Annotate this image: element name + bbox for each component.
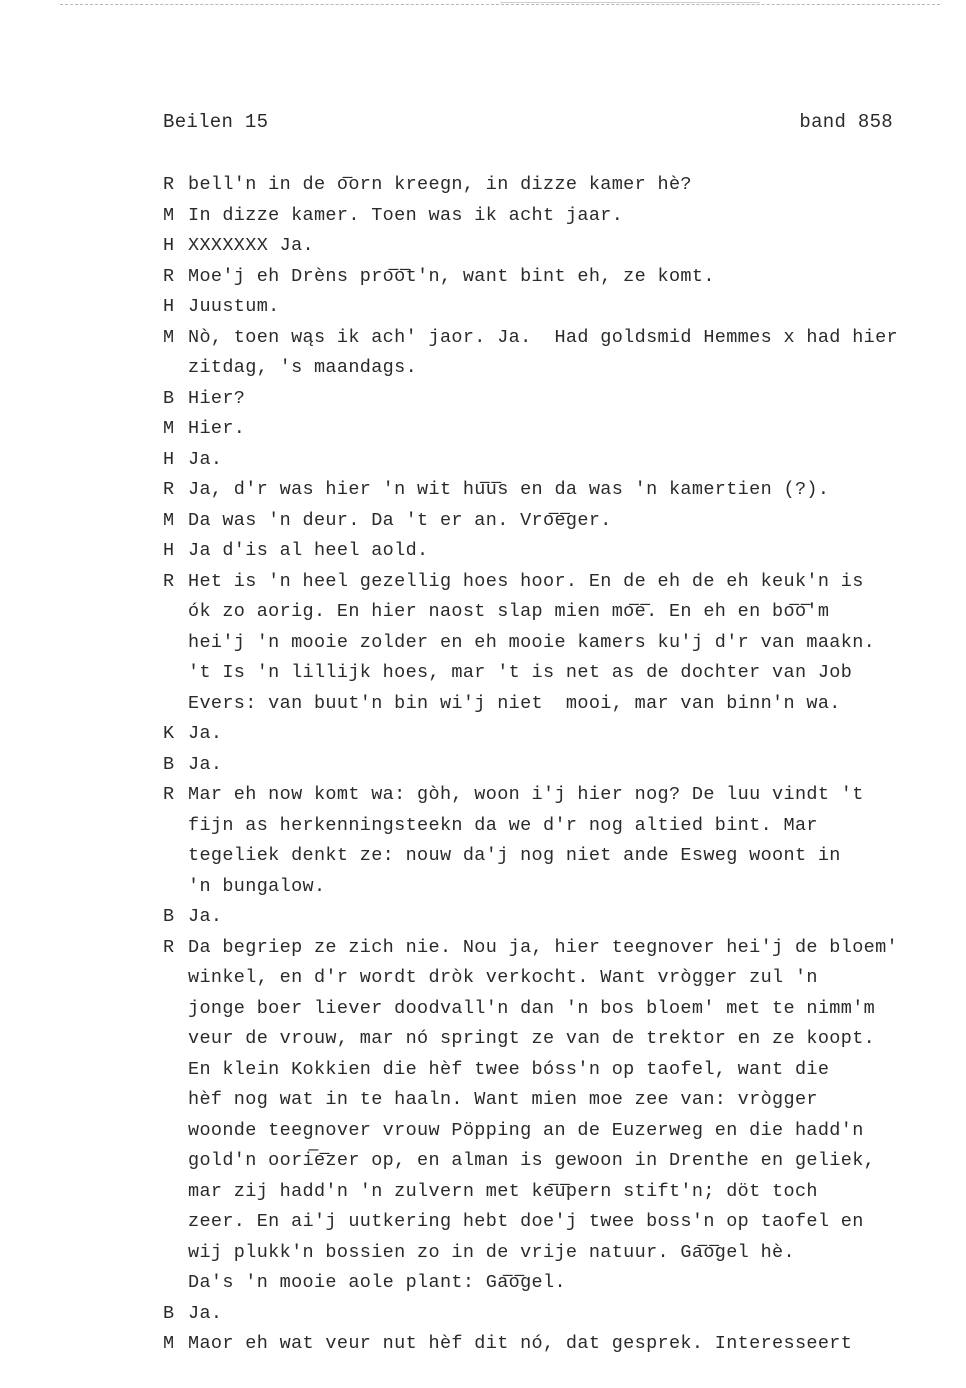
- utterance: [188, 475, 958, 506]
- speaker-label: R: [163, 936, 175, 958]
- utterance: [188, 1299, 958, 1330]
- utterance: [188, 933, 958, 1299]
- utterance-line: Ja.: [188, 1302, 223, 1324]
- utterance-line: In dizze kamer. Toen was ik acht jaar.: [188, 204, 624, 226]
- speaker-label: H: [163, 448, 175, 470]
- transcript: [163, 170, 958, 1360]
- speaker-label: B: [163, 753, 175, 775]
- speaker-label: R: [163, 174, 175, 195]
- transcript-turn: [163, 1329, 958, 1360]
- utterance: [188, 506, 958, 537]
- utterance-line: bell'n in de o͞orn kreegn, in dizze kamer hè?: [188, 174, 692, 195]
- utterance-line: ók zo aorig. En hier naost slap mien mo͞e͞. En eh en bo͞o͞'m: [188, 601, 830, 622]
- utterance-line: XXXXXXX Ja.: [188, 235, 314, 256]
- utterance-line: Hier.: [188, 418, 246, 439]
- utterance-line: 'n bungalow.: [188, 875, 326, 897]
- utterance-line: veur de vrouw, mar nó springt ze van de trektor en ze koopt.: [188, 1028, 876, 1049]
- utterance-line: mar zij hadd'n 'n zulvern met ke͞u͞pern stift'n; döt toch: [188, 1180, 818, 1202]
- utterance-line: Mar eh now komt wa: gòh, woon i'j hier nog? De luu vindt 't: [188, 784, 864, 805]
- transcript-turn: [163, 201, 958, 232]
- page-header: [163, 111, 893, 137]
- utterance: [188, 902, 958, 933]
- speaker-label: R: [163, 570, 175, 592]
- utterance: [188, 231, 958, 262]
- utterance-line: 't Is 'n lillijk hoes, mar 't is net as de dochter van Job: [188, 662, 853, 683]
- utterance-line: Da begriep ze zich nie. Nou ja, hier teegnover hei'j de bloem': [188, 936, 899, 958]
- speaker-label: R: [163, 479, 175, 500]
- header-band: band 858: [799, 111, 893, 133]
- transcript-turn: [163, 506, 958, 537]
- transcript-turn: [163, 933, 958, 1299]
- utterance-line: Maor eh wat veur nut hèf dit nó, dat gesprek. Interesseert: [188, 1333, 853, 1354]
- utterance-line: woonde teegnover vrouw Pöpping an de Euzerweg en die hadd'n: [188, 1119, 864, 1141]
- utterance-line: hèf nog wat in te haaln. Want mien moe zee van: vrògger: [188, 1089, 818, 1110]
- transcript-turn: [163, 170, 958, 201]
- speaker-label: B: [163, 1302, 175, 1324]
- utterance: [188, 414, 958, 445]
- transcript-turn: [163, 536, 958, 567]
- utterance-line: Juustum.: [188, 296, 280, 317]
- speaker-label: M: [163, 1333, 175, 1354]
- utterance-line: Ja, d'r was hier 'n wit hu͞u͞s en da was 'n kamertien (?).: [188, 479, 830, 500]
- utterance: [188, 1329, 958, 1360]
- header-place: Beilen 15: [163, 111, 269, 133]
- utterance: [188, 262, 958, 293]
- utterance-line: tegeliek denkt ze: nouw da'j nog niet ande Esweg woont in: [188, 845, 841, 866]
- utterance: [188, 292, 958, 323]
- transcript-turn: [163, 750, 958, 781]
- speaker-label: M: [163, 418, 175, 439]
- utterance: [188, 750, 958, 781]
- utterance-line: Moe'j eh Drèns pro͞o͞t'n, want bint eh, ze komt.: [188, 265, 715, 287]
- transcript-turn: [163, 719, 958, 750]
- utterance-line: Ja.: [188, 448, 223, 470]
- speaker-label: H: [163, 540, 175, 561]
- utterance-line: Nò, toen wąs ik ach' jaor. Ja. Had goldsmid Hemmes x had hier: [188, 326, 899, 348]
- utterance: [188, 384, 958, 415]
- scan-top-rule-secondary: [500, 2, 760, 3]
- transcript-turn: [163, 231, 958, 262]
- utterance-line: Evers: van buut'n bin wi'j niet mooi, mar van binn'n wa.: [188, 692, 841, 714]
- speaker-label: R: [163, 784, 175, 805]
- utterance: [188, 780, 958, 902]
- utterance: [188, 445, 958, 476]
- transcript-turn: [163, 1299, 958, 1330]
- utterance: [188, 323, 958, 384]
- scan-top-rule: [60, 4, 940, 5]
- transcript-turn: [163, 384, 958, 415]
- utterance: [188, 536, 958, 567]
- utterance-line: winkel, en d'r wordt dròk verkocht. Want vrògger zul 'n: [188, 967, 818, 988]
- speaker-label: K: [163, 723, 175, 744]
- transcript-turn: [163, 262, 958, 293]
- speaker-label: M: [163, 509, 175, 531]
- utterance-line: Ja.: [188, 723, 223, 744]
- utterance: [188, 201, 958, 232]
- utterance: [188, 719, 958, 750]
- utterance-line: Hier?: [188, 387, 246, 409]
- speaker-label: B: [163, 387, 175, 409]
- utterance-line: Ja.: [188, 906, 223, 927]
- utterance-line: Ja.: [188, 753, 223, 775]
- transcript-turn: [163, 445, 958, 476]
- transcript-turn: [163, 292, 958, 323]
- utterance-line: zitdag, 's maandags.: [188, 357, 418, 378]
- utterance-line: Ja d'is al heel aold.: [188, 540, 429, 561]
- utterance-line: wij plukk'n bossien zo in de vrije natuur. Ga͞o͞gel hè.: [188, 1241, 795, 1263]
- transcript-turn: [163, 414, 958, 445]
- utterance-line: fijn as herkenningsteekn da we d'r nog altied bint. Mar: [188, 814, 818, 836]
- utterance-line: Da's 'n mooie aole plant: Ga͞o͞gel.: [188, 1272, 566, 1293]
- utterance-line: Da was 'n deur. Da 't er an. Vro͞e͞ger.: [188, 509, 612, 531]
- utterance: [188, 567, 958, 720]
- speaker-label: B: [163, 906, 175, 927]
- utterance-line: En klein Kokkien die hèf twee bóss'n op taofel, want die: [188, 1058, 830, 1080]
- transcript-turn: [163, 902, 958, 933]
- speaker-label: M: [163, 326, 175, 348]
- utterance-line: Het is 'n heel gezellig hoes hoor. En de eh de eh keuk'n is: [188, 570, 864, 592]
- speaker-label: H: [163, 296, 175, 317]
- utterance-line: zeer. En ai'j uutkering hebt doe'j twee boss'n op taofel en: [188, 1211, 864, 1232]
- speaker-label: H: [163, 235, 175, 256]
- utterance-line: jonge boer liever doodvall'n dan 'n bos bloem' met te nimm'm: [188, 997, 876, 1019]
- speaker-label: M: [163, 204, 175, 226]
- transcript-turn: [163, 323, 958, 384]
- transcript-turn: [163, 475, 958, 506]
- transcript-turn: [163, 567, 958, 720]
- utterance: [188, 170, 958, 201]
- utterance-line: gold'n oori͞e͞zer op, en alman is gewoon in Drenthe en geliek,: [188, 1150, 876, 1171]
- transcript-turn: [163, 780, 958, 902]
- speaker-label: R: [163, 265, 175, 287]
- utterance-line: hei'j 'n mooie zolder en eh mooie kamers ku'j d'r van maakn.: [188, 631, 876, 653]
